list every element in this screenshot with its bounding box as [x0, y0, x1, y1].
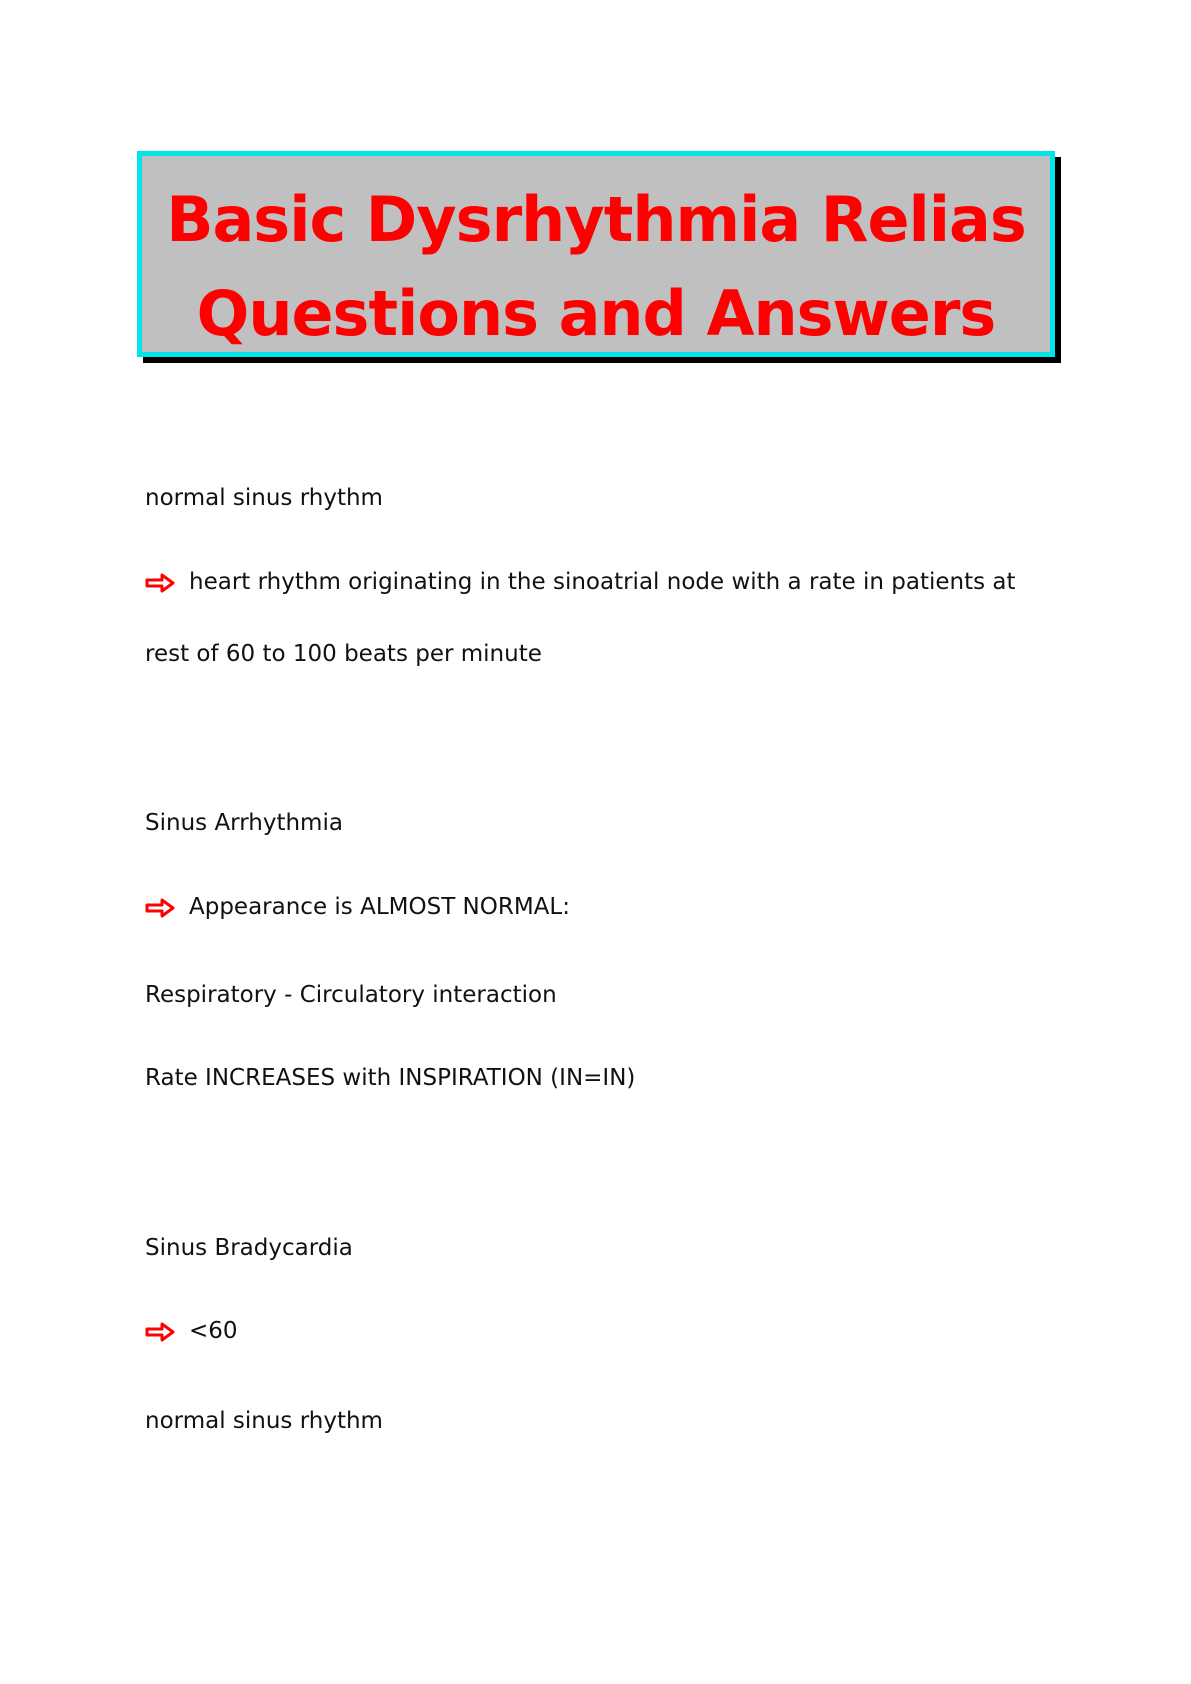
term-sinus-bradycardia: Sinus Bradycardia	[145, 1235, 353, 1261]
right-arrow-icon	[145, 1322, 175, 1342]
answer-continuation: Respiratory - Circulatory interaction	[145, 982, 557, 1008]
right-arrow-icon	[145, 573, 175, 593]
answer-bullet	[145, 896, 570, 919]
answer-text: <60	[189, 1318, 238, 1344]
answer-text: heart rhythm originating in the sinoatrial node with a rate in patients at	[189, 569, 1016, 595]
document-title-line-1: Basic Dysrhythmia Relias	[166, 183, 1026, 256]
title-box	[137, 151, 1055, 357]
right-arrow-icon	[145, 898, 175, 918]
answer-bullet	[145, 1320, 238, 1343]
answer-bullet	[145, 571, 1016, 594]
answer-continuation: normal sinus rhythm	[145, 1408, 383, 1434]
term-normal-sinus-rhythm: normal sinus rhythm	[145, 485, 383, 511]
answer-continuation: rest of 60 to 100 beats per minute	[145, 641, 542, 667]
term-sinus-arrhythmia: Sinus Arrhythmia	[145, 810, 343, 836]
document-title-line-2: Questions and Answers	[196, 277, 996, 350]
answer-text: Appearance is ALMOST NORMAL:	[189, 894, 570, 920]
answer-continuation: Rate INCREASES with INSPIRATION (IN=IN)	[145, 1065, 636, 1091]
